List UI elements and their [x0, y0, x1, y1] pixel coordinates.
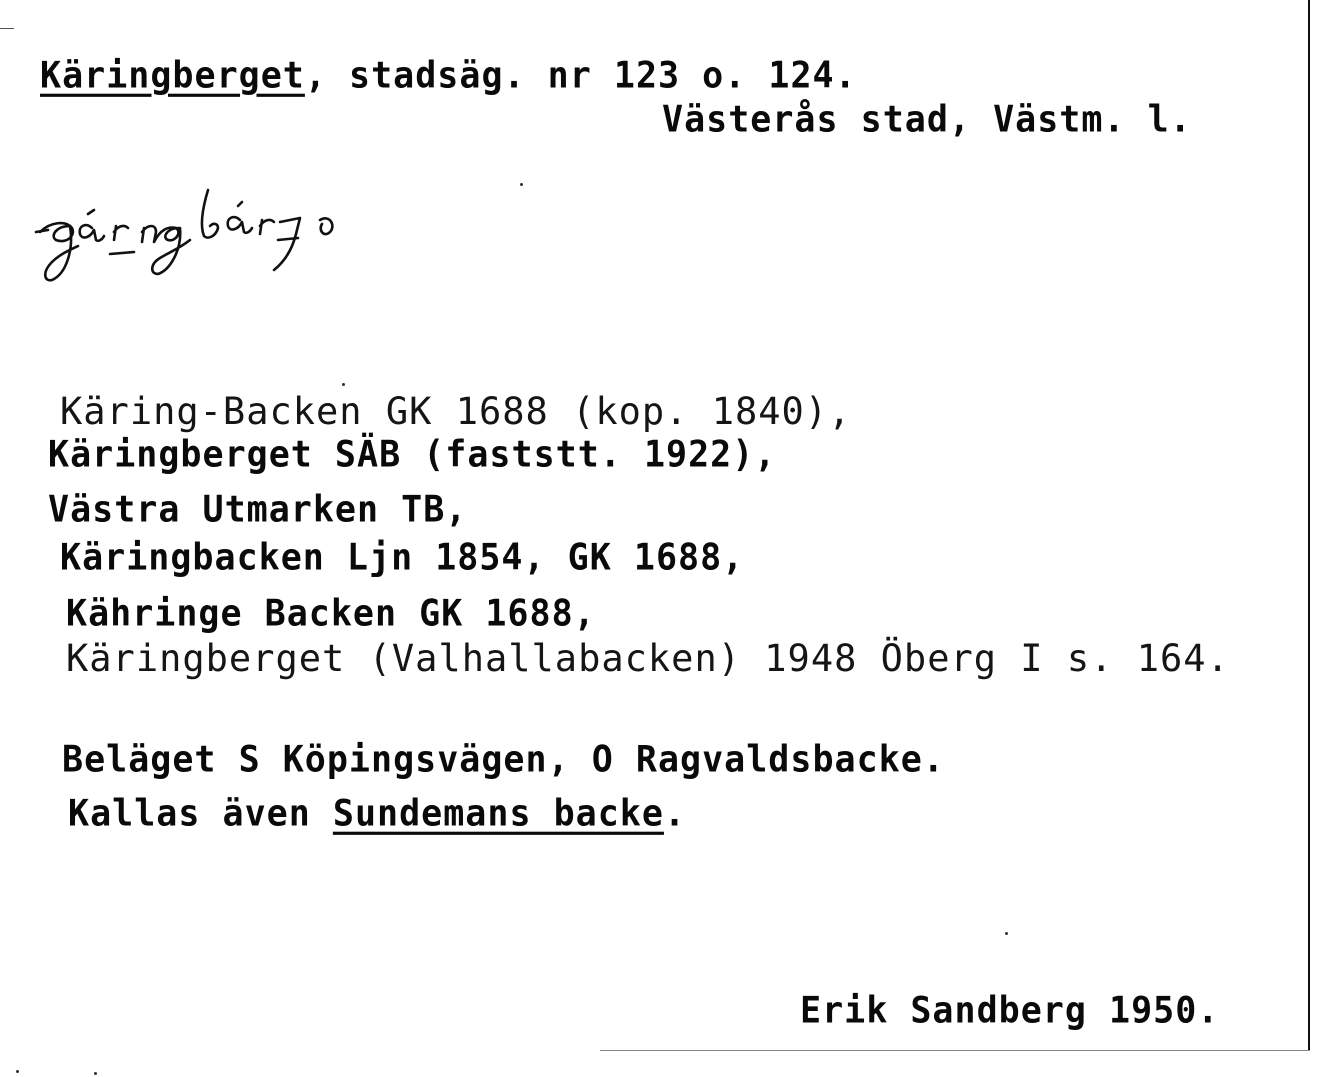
heading-details: , stadsäg. nr 123 o. 124. [304, 54, 857, 97]
location-note: Beläget S Köpingsvägen, O Ragvaldsbacke. [62, 738, 945, 781]
place-name: Käringberget [40, 54, 305, 97]
record-6: Käringberget (Valhallabacken) 1948 Öberg I s. 164. [66, 637, 1230, 680]
record-2: Käringberget SÄB (faststt. 1922), [48, 433, 777, 476]
card-right-edge [1308, 0, 1310, 1050]
record-5: Kähringe Backen GK 1688, [66, 592, 596, 635]
card-bottom-edge [600, 1050, 1310, 1051]
location: Västerås stad, Västm. l. [662, 98, 1192, 141]
alias-prefix: Kallas även [68, 792, 333, 835]
signature: Erik Sandberg 1950. [800, 989, 1220, 1032]
speck [16, 1070, 19, 1073]
speck [1005, 932, 1008, 935]
speck [94, 1072, 97, 1075]
alias-suffix: . [663, 792, 687, 835]
alias-note [68, 792, 687, 835]
phonetic-handwriting [30, 170, 460, 290]
record-3: Västra Utmarken TB, [48, 488, 468, 531]
record-4: Käringbacken Ljn 1854, GK 1688, [60, 536, 745, 579]
speck [342, 383, 345, 386]
alias-name: Sundemans backe [332, 792, 664, 835]
speck [520, 183, 523, 186]
card-heading [40, 54, 857, 97]
record-1: Käring-Backen GK 1688 (kop. 1840), [60, 390, 852, 433]
card-corner-mark [0, 28, 14, 29]
